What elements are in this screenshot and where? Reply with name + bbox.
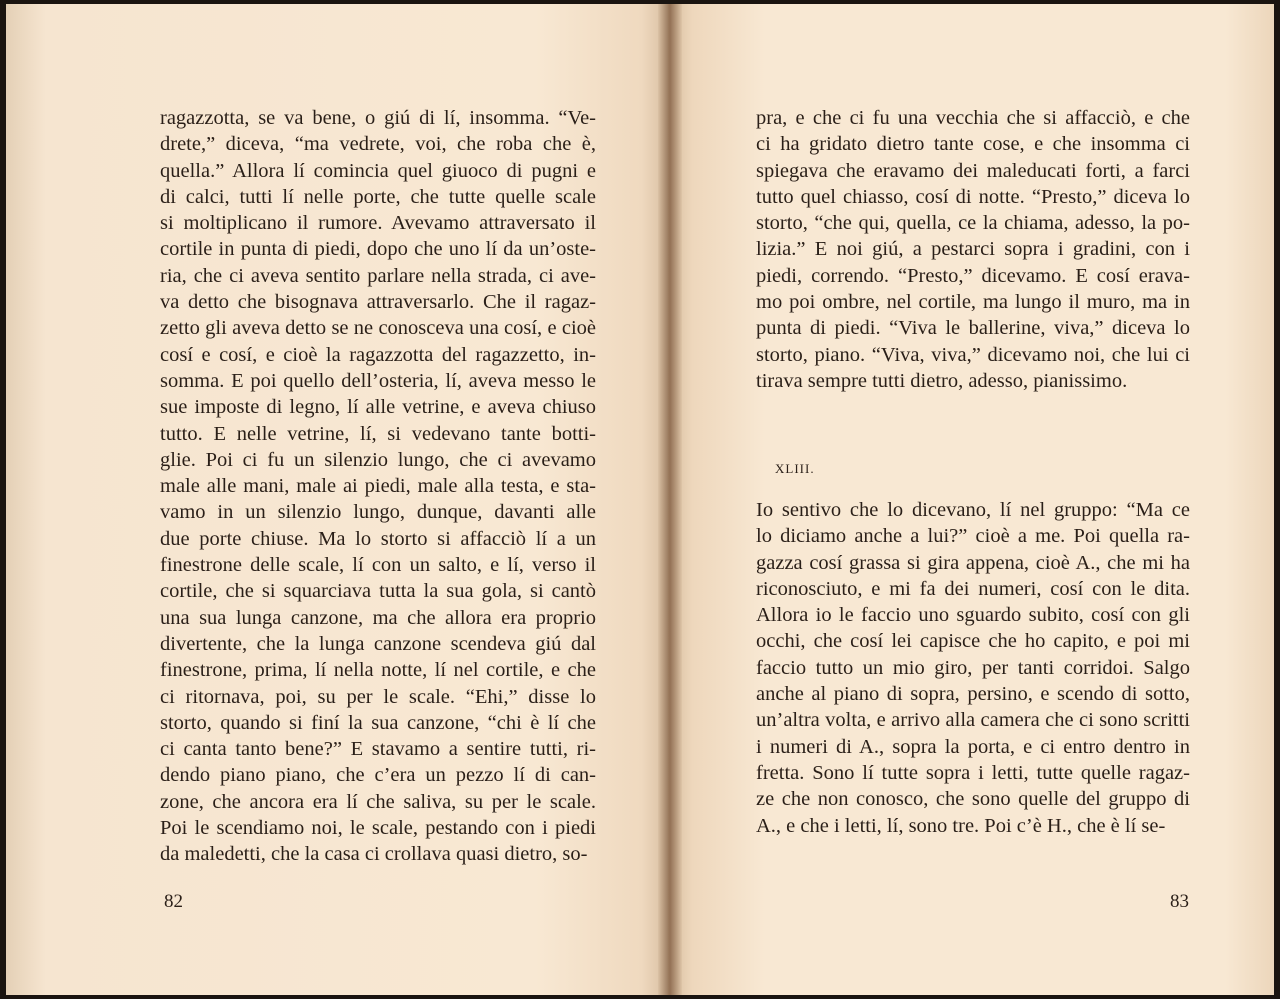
text-line: storto, quando si finí la sua canzone, “chi è lí che bbox=[160, 711, 596, 734]
text-line: lo diciamo anche a lui?” cioè a me. Poi quella ra- bbox=[756, 525, 1190, 548]
text-line: storto, piano. “Viva, viva,” dicevamo noi, che lui ci bbox=[756, 343, 1190, 366]
text-line: tutto quel chiasso, cosí di notte. “Presto,” diceva lo bbox=[756, 185, 1190, 208]
text-line: di calci, tutti lí nelle porte, che tutte quelle scale bbox=[160, 185, 596, 208]
text-line: punta di piedi. “Viva le ballerine, viva,” diceva lo bbox=[756, 317, 1190, 340]
left-page bbox=[6, 4, 668, 995]
text-line: Allora io le faccio uno sguardo subito, cosí con gli bbox=[756, 604, 1190, 627]
text-line: pra, e che ci fu una vecchia che si affacciò, e che bbox=[756, 107, 1190, 129]
text-line: finestrone, prima, lí nella notte, lí nel cortile, e che bbox=[160, 659, 596, 682]
text-line: tirava sempre tutti dietro, adesso, pianissimo. bbox=[756, 369, 1128, 392]
right-page-text-top bbox=[756, 105, 1190, 394]
text-line: ze che non conosco, che sono quelle del gruppo di bbox=[756, 788, 1190, 811]
text-line: Io sentivo che lo dicevano, lí nel gruppo: “Ma ce bbox=[756, 499, 1190, 521]
right-page-text-bottom bbox=[756, 497, 1190, 839]
text-line: ria, che ci aveva sentito parlare nella strada, ci ave- bbox=[160, 264, 596, 287]
text-line: mo poi ombre, nel cortile, ma lungo il muro, ma in bbox=[756, 291, 1190, 314]
text-line: drete,” diceva, “ma vedrete, voi, che roba che è, bbox=[160, 133, 596, 156]
text-line: piedi, correndo. “Presto,” dicevamo. E cosí erava- bbox=[756, 264, 1190, 287]
left-page-text bbox=[160, 105, 596, 868]
text-line: zetto gli aveva detto se ne conosceva una cosí, e cioè bbox=[160, 317, 596, 340]
text-line: si moltiplicano il rumore. Avevamo attraversato il bbox=[160, 212, 596, 235]
text-line: ci ritornava, poi, su per le scale. “Ehi,” disse lo bbox=[160, 685, 596, 708]
text-line: gazza cosí grassa si gira appena, cioè A., che mi ha bbox=[756, 551, 1190, 574]
text-line: somma. E poi quello dell’osteria, lí, aveva messo le bbox=[160, 369, 596, 392]
open-book bbox=[6, 4, 1274, 995]
text-line: tutto. E nelle vetrine, lí, si vedevano tante botti- bbox=[160, 422, 596, 445]
text-line: da maledetti, che la casa ci crollava quasi dietro, so- bbox=[160, 843, 588, 866]
book-gutter bbox=[658, 4, 682, 995]
text-line: una sua lunga canzone, ma che allora era proprio bbox=[160, 606, 596, 629]
text-line: lizia.” E noi giú, a pestarci sopra i gradini, con i bbox=[756, 238, 1190, 261]
text-line: divertente, che la lunga canzone scendeva giú dal bbox=[160, 632, 596, 655]
text-line: spiegava che eravamo dei maleducati forti, a farci bbox=[756, 159, 1190, 182]
text-line: cortile, che si squarciava tutta la sua gola, si cantò bbox=[160, 580, 596, 603]
text-line: anche al piano di sopra, persino, e scendo di sotto, bbox=[756, 683, 1190, 706]
text-line: male alle mani, male ai piedi, male alla testa, e sta- bbox=[160, 475, 596, 498]
text-line: storto, “che qui, quella, ce la chiama, adesso, la po- bbox=[756, 212, 1190, 235]
text-line: occhi, che cosí lei capisce che ho capito, e poi mi bbox=[756, 630, 1190, 653]
text-line: faccio tutto un mio giro, per tanti corridoi. Salgo bbox=[756, 656, 1190, 679]
text-line: vamo in un silenzio lungo, dunque, davanti alle bbox=[160, 501, 596, 524]
text-line: glie. Poi ci fu un silenzio lungo, che ci avevamo bbox=[160, 448, 596, 471]
text-line: i numeri di A., sopra la porta, e ci entro dentro in bbox=[756, 735, 1190, 758]
text-line: finestrone delle scale, lí con un salto, e lí, verso il bbox=[160, 554, 596, 577]
text-line: ci canta tanto bene?” E stavamo a sentire tutti, ri- bbox=[160, 738, 596, 761]
text-line: Poi le scendiamo noi, le scale, pestando con i piedi bbox=[160, 817, 596, 840]
text-line: sue imposte di legno, lí alle vetrine, e aveva chiuso bbox=[160, 396, 596, 419]
text-line: ragazzotta, se va bene, o giú di lí, insomma. “Ve- bbox=[160, 107, 596, 129]
text-line: due porte chiuse. Ma lo storto si affacciò lí a un bbox=[160, 527, 596, 550]
text-line: A., e che i letti, lí, sono tre. Poi c’è H., che è lí se- bbox=[756, 814, 1166, 837]
text-line: ci ha gridato dietro tante cose, e che insomma ci bbox=[756, 133, 1190, 156]
text-line: cortile in punta di piedi, dopo che uno lí da un’oste- bbox=[160, 238, 596, 261]
text-line: fretta. Sono lí tutte sopra i letti, tutte quelle ragaz- bbox=[756, 761, 1190, 784]
left-page-number: 82 bbox=[164, 891, 183, 912]
text-line: riconosciuto, e mi fa dei numeri, cosí con le dita. bbox=[756, 577, 1190, 600]
text-line: va detto che bisognava attraversarlo. Che il ragaz- bbox=[160, 291, 596, 314]
right-page-number: 83 bbox=[1170, 891, 1189, 912]
chapter-heading: XLIII. bbox=[775, 461, 815, 476]
right-page bbox=[668, 4, 1274, 995]
text-line: cosí e cosí, e cioè la ragazzotta del ragazzetto, in- bbox=[160, 343, 596, 366]
text-line: zone, che ancora era lí che saliva, su per le scale. bbox=[160, 790, 596, 813]
text-line: quella.” Allora lí comincia quel giuoco di pugni e bbox=[160, 159, 596, 182]
text-line: dendo piano piano, che c’era un pezzo lí di can- bbox=[160, 764, 596, 787]
text-line: un’altra volta, e arrivo alla camera che ci sono scritti bbox=[756, 709, 1190, 732]
